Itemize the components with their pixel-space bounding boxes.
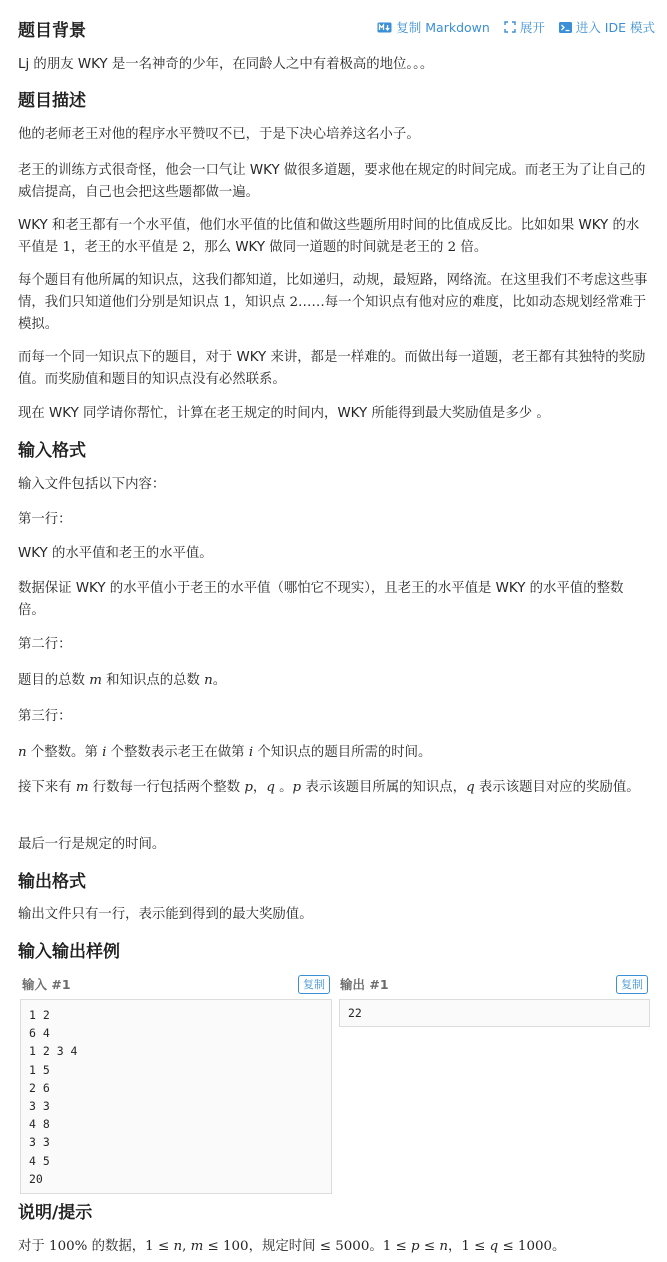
input-format-l8: n 个整数。第 i 个整数表示老王在做第 i 个知识点的题目所需的时间。: [18, 745, 432, 760]
code-line: 4 8: [29, 1117, 50, 1132]
input-format-l10: 最后一行是规定的时间。: [18, 837, 166, 852]
output-format-heading: 输出格式: [18, 872, 86, 892]
input-format-l9: 接下来有 m 行数每一行包括两个整数 p，q 。p 表示该题目所属的知识点，q 表示该题目对应的奖励值。: [18, 780, 640, 795]
background-text: Lj 的朋友 WKY 是一名神奇的少年，在同龄人之中有着极高的地位。。。: [18, 57, 434, 72]
copy-output-button[interactable]: 复制: [616, 975, 648, 994]
samples-heading: 输入输出样例: [18, 942, 120, 962]
expand-icon: [504, 21, 516, 33]
input-format-l6: 题目的总数 m 和知识点的总数 n。: [18, 673, 227, 688]
sample-output-block[interactable]: [339, 999, 650, 1027]
code-line: 4 5: [29, 1153, 50, 1168]
statement-toolbar: [377, 18, 655, 36]
ide-mode-label: 进入 IDE 模式: [575, 20, 655, 35]
input-format-l4: 数据保证 WKY 的水平值小于老王的水平值（哪怕它不现实），且老王的水平值是 WKY 的水平值的整数倍。: [18, 581, 624, 618]
input-format-l2: 第一行：: [18, 512, 72, 527]
description-p6: 现在 WKY 同学请你帮忙，计算在老王规定的时间内，WKY 所能得到最大奖励值是多少 。: [18, 406, 550, 421]
description-heading: 题目描述: [18, 91, 86, 111]
code-line: 1 5: [29, 1062, 50, 1077]
description-p3: WKY 和老王都有一个水平值，他们水平值的比值和做这些题所用时间的比值成反比。比如如果 WKY 的水平值是 1，老王的水平值是 2，那么 WKY 做同一道题的时间就是老王的 2 倍。: [18, 218, 640, 255]
code-line: 3 3: [29, 1135, 50, 1150]
output-format-text: 输出文件只有一行，表示能到得到的最大奖励值。: [18, 907, 313, 922]
code-line: 3 3: [29, 1098, 50, 1113]
code-line: 22: [348, 1006, 362, 1020]
sample-output-label: 输出 #1: [340, 977, 389, 992]
input-format-l7: 第三行：: [18, 709, 72, 724]
copy-markdown-label: 复制 Markdown: [396, 20, 490, 35]
code-line: 6 4: [29, 1026, 50, 1041]
input-format-l5: 第二行：: [18, 637, 72, 652]
input-format-l1: 输入文件包括以下内容：: [18, 477, 166, 492]
copy-markdown-button[interactable]: [377, 18, 490, 36]
description-p4: 每个题目有他所属的知识点，这我们都知道，比如递归，动规，最短路，网络流。在这里我们不考虑这些事情，我们只知道他们分别是知识点 1，知识点 2……每一个知识点有他对应的难度，比如动态规划经常难于模拟。: [18, 273, 648, 332]
description-p2: 老王的训练方式很奇怪，他会一口气让 WKY 做很多道题，要求他在规定的时间完成。而老王为了让自己的威信提高，自己也会把这些题都做一遍。: [18, 163, 646, 200]
sample-input-label: 输入 #1: [22, 977, 71, 992]
markdown-icon: [377, 22, 392, 33]
expand-label: 展开: [519, 20, 545, 35]
hint-text: 对于 100% 的数据，1 ≤ n, m ≤ 100，规定时间 ≤ 5000。1 ≤ p ≤ n，1 ≤ q ≤ 1000。: [18, 1239, 566, 1254]
description-p1: 他的老师老王对他的程序水平赞叹不已，于是下决心培养这名小子。: [18, 127, 420, 142]
hint-heading: 说明/提示: [18, 1203, 93, 1223]
sample-input-block[interactable]: [20, 999, 332, 1194]
code-line: 1 2 3 4: [29, 1044, 78, 1059]
code-line: 2 6: [29, 1080, 50, 1095]
terminal-icon: [559, 22, 572, 33]
code-line: 20: [29, 1171, 43, 1186]
background-heading: 题目背景: [18, 21, 86, 41]
expand-button[interactable]: [504, 18, 545, 36]
code-line: 1 2: [29, 1008, 50, 1022]
input-format-l3: WKY 的水平值和老王的水平值。: [18, 546, 213, 561]
ide-mode-button[interactable]: [559, 18, 655, 36]
input-format-heading: 输入格式: [18, 441, 86, 461]
description-p5: 而每一个同一知识点下的题目，对于 WKY 来讲，都是一样难的。而做出每一道题，老王都有其独特的奖励值。而奖励值和题目的知识点没有必然联系。: [18, 350, 646, 387]
copy-input-button[interactable]: 复制: [298, 975, 330, 994]
